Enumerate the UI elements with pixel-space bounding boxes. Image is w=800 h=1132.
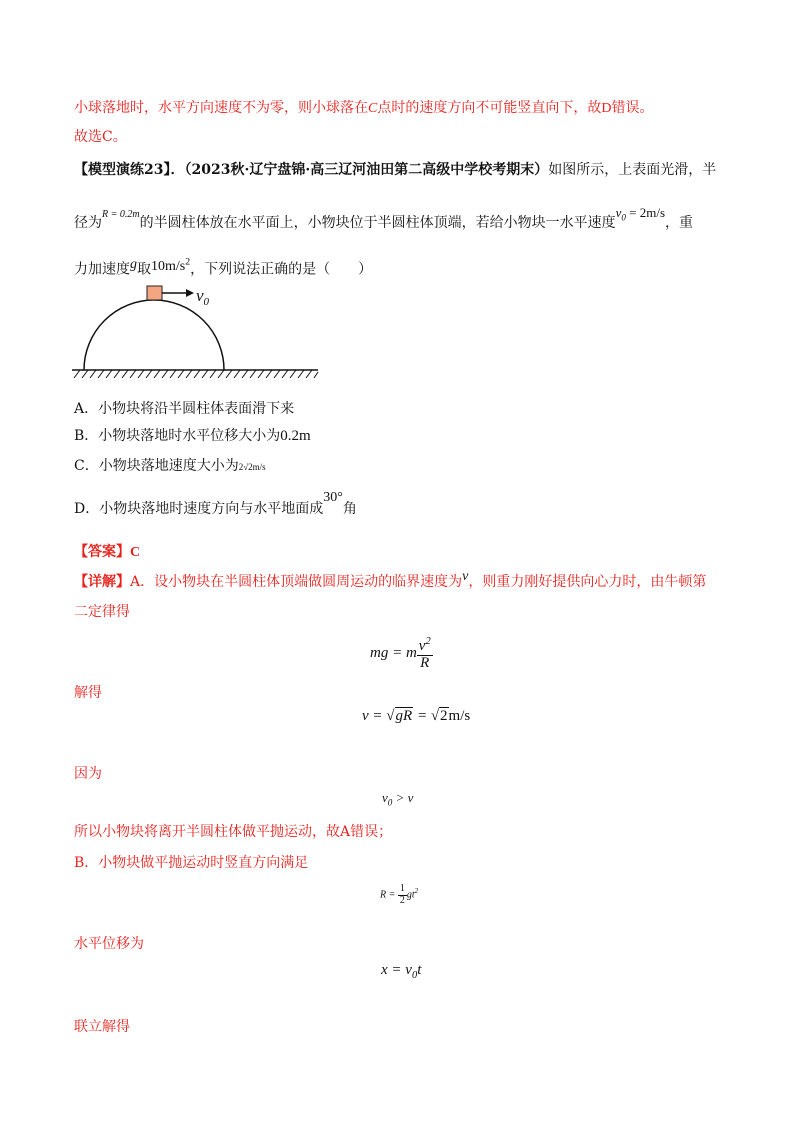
eq3-sub: 0	[387, 797, 393, 808]
option-b-text: B．小物块落地时水平位移大小为	[74, 428, 281, 444]
option-b-value: 0.2m	[280, 428, 311, 444]
b-intro	[74, 853, 308, 873]
eq2-sqrt2: 2	[440, 708, 448, 724]
gravity-value: 10m/s	[151, 258, 186, 274]
text: B．小物块做平抛运动时竖直方向满足	[74, 855, 309, 871]
eq5-sub: 0	[411, 970, 418, 981]
point-c: C	[368, 101, 378, 116]
text: ，下列说法正确的是（ ）	[190, 261, 373, 278]
equation-4	[380, 884, 418, 906]
text: 水平位移为	[74, 936, 144, 952]
prev-solution-line1	[74, 98, 653, 119]
half-cylinder-figure	[70, 280, 330, 385]
eq3-v: v	[382, 790, 388, 805]
ground-hatching	[74, 370, 318, 378]
eq4-left: R =	[380, 889, 398, 901]
equation-2: v = √gR = √2m/s	[362, 708, 471, 724]
option-c-value: 2√2m/s	[238, 462, 266, 472]
answer-label: 【答案】	[74, 544, 130, 560]
option-d-after: 角	[342, 501, 357, 517]
answer-line	[74, 542, 140, 563]
problem-line1	[74, 160, 716, 180]
eq3-rest: > v	[392, 790, 414, 805]
problem-tag: 【模型演练23】．（2023秋·辽宁盘锦·高三辽河油田第二高级中学校考期末）	[74, 162, 549, 178]
text: ，重	[665, 215, 694, 231]
prev-solution-line2	[74, 127, 127, 147]
problem-line3	[74, 256, 372, 281]
velocity-sub: 0	[621, 212, 626, 223]
problem-stem: 如图所示，上表面光滑，半	[548, 162, 717, 178]
solve-label	[74, 683, 102, 703]
text: 故选	[74, 129, 102, 145]
eq1-num-exp: 2	[425, 636, 431, 647]
velocity-symbol: v	[615, 205, 622, 220]
text: 取	[137, 261, 151, 278]
eq2-sqrt: gR	[395, 708, 413, 724]
velocity-symbol: v	[462, 569, 469, 584]
text: ，则重力刚好提供向心力时，由牛顿第	[468, 574, 707, 590]
eq1-den: R	[420, 654, 430, 671]
velocity-arrow-head	[186, 289, 194, 297]
option-d-text: D．小物块落地时速度方向与水平地面成	[74, 501, 324, 517]
half-cylinder-arc	[84, 300, 224, 370]
option-d	[74, 490, 357, 520]
text: 联立解得	[74, 1019, 130, 1035]
text: A．设小物块在半圆柱体顶端做圆周运动的临界速度为	[130, 574, 463, 590]
option-b	[74, 426, 311, 446]
detail-label: 【详解】	[74, 574, 130, 590]
gravity-symbol: g	[130, 256, 137, 272]
detail-line1	[74, 569, 707, 593]
text: 所以小物块将离开半圆柱体做平抛运动，故A错误；	[74, 824, 393, 840]
gravity-exp: 2	[185, 256, 191, 267]
eq2-mid: =	[413, 708, 431, 724]
option-c-text: C．小物块落地速度大小为	[74, 458, 239, 474]
text: C。	[102, 129, 127, 145]
velocity-value: = 2m/s	[625, 205, 666, 220]
a-conclusion	[74, 822, 392, 842]
joint-label	[74, 1017, 130, 1037]
eq1-left: mg = m	[370, 645, 417, 662]
eq5-right: t	[417, 962, 422, 978]
radius-value: R = 0.2m	[102, 209, 140, 220]
text: 解得	[74, 685, 102, 701]
equation-3	[382, 790, 413, 808]
text: 径为	[74, 215, 102, 231]
text: 错误。	[611, 100, 654, 116]
horiz-label	[74, 934, 144, 954]
eq4-num: 1	[399, 883, 405, 894]
detail-line2	[74, 602, 130, 622]
equation-5	[381, 962, 421, 981]
equation-1	[370, 636, 433, 672]
option-a-text: A．小物块将沿半圆柱体表面滑下来	[74, 401, 295, 417]
text: 小球落地时，水平方向速度不为零，则小球落在	[74, 100, 368, 116]
eq2-unit: m/s	[448, 708, 471, 724]
text: 因为	[74, 766, 102, 782]
option-a	[74, 399, 294, 419]
eq5-left: x = v	[381, 962, 412, 978]
answer-value: C	[130, 545, 141, 560]
eq2-left: v =	[362, 708, 387, 724]
eq1-num: v	[418, 638, 426, 654]
eq4-right: gt	[406, 889, 415, 901]
option-c	[74, 456, 266, 477]
small-block	[147, 286, 162, 300]
velocity-label: $v_0$	[196, 286, 210, 308]
because-label	[74, 764, 102, 784]
problem-line2	[74, 205, 694, 238]
option-d: D	[601, 101, 612, 116]
text: 二定律得	[74, 604, 130, 620]
eq4-den: 2	[399, 894, 405, 906]
eq4-exp: 2	[414, 886, 419, 895]
text: 力加速度	[74, 261, 130, 278]
text: 点时的速度方向不可能竖直向下，故	[377, 100, 602, 116]
option-d-value: 30°	[323, 490, 343, 505]
text: 的半圆柱体放在水平面上，小物块位于半圆柱体顶端，若给小物块一水平速度	[139, 215, 616, 231]
